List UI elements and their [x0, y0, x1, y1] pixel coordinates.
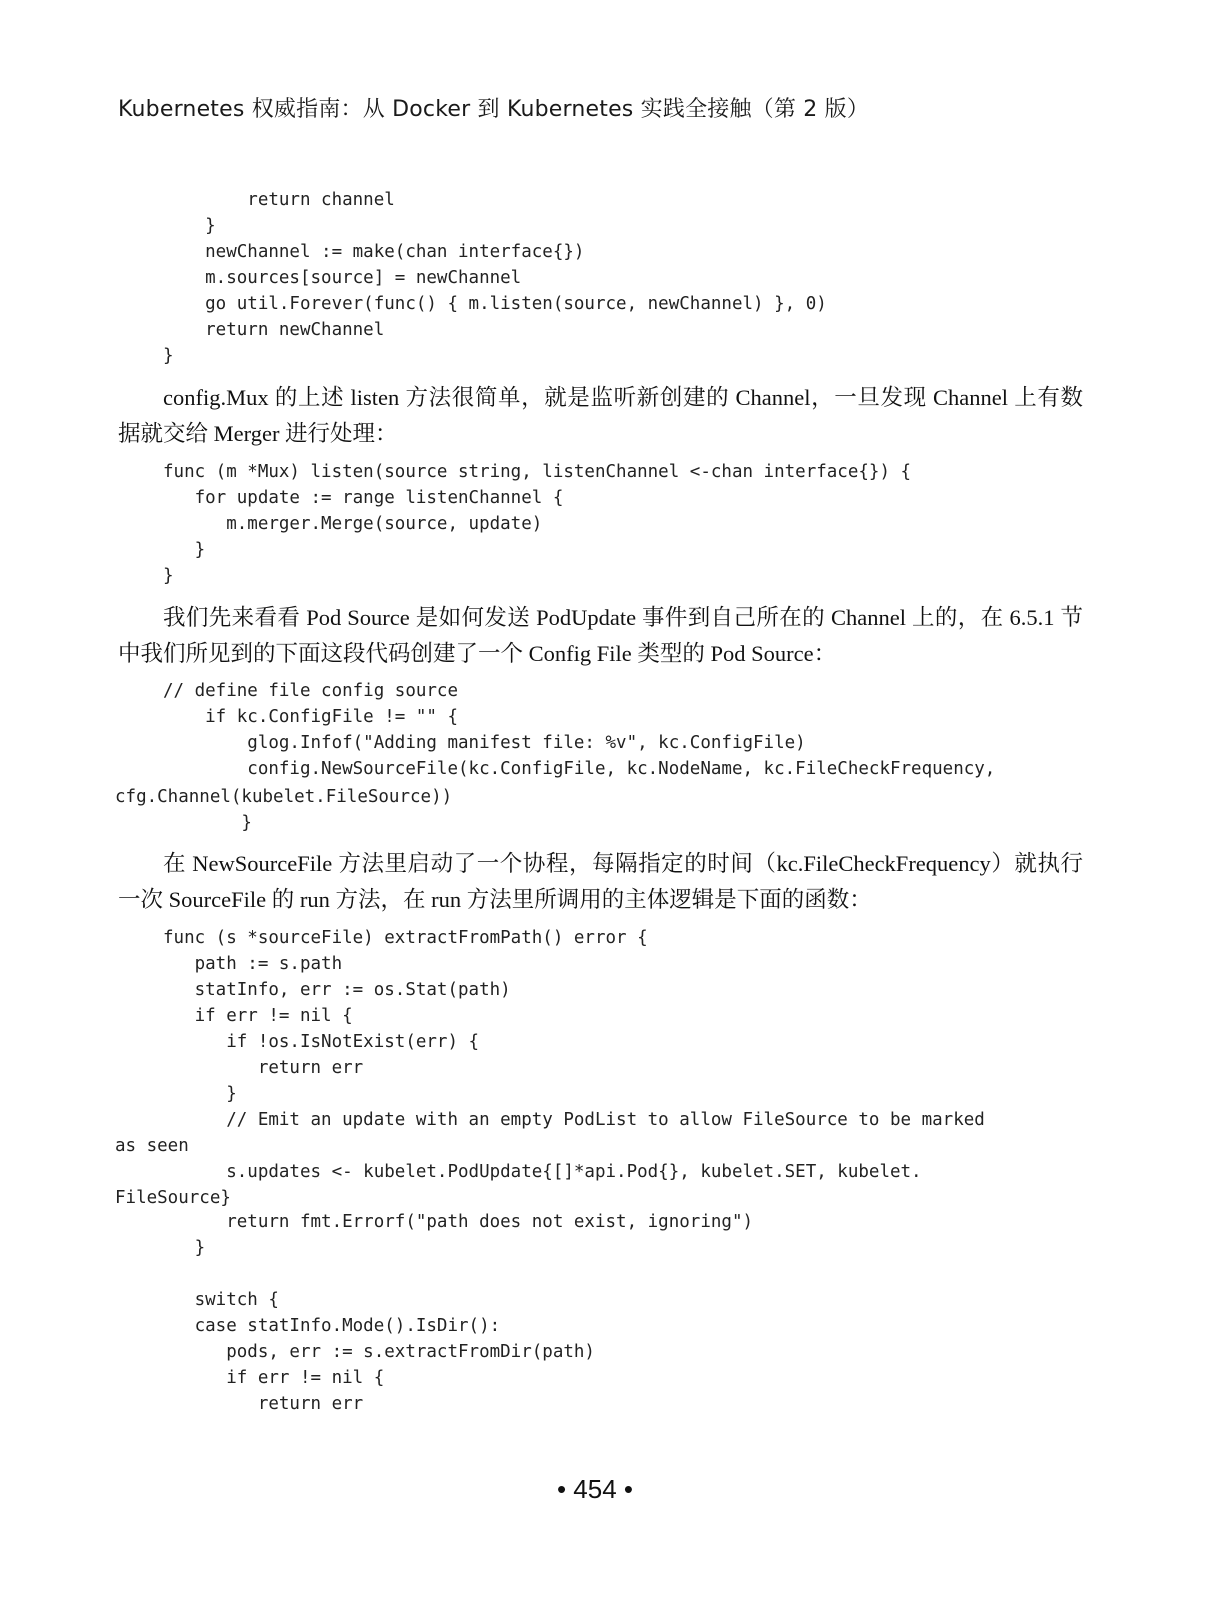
running-header: Kubernetes 权威指南：从 Docker 到 Kubernetes 实践全接触（第 2 版）	[118, 97, 870, 122]
code-block-config-file-source-wrap: cfg.Channel(kubelet.FileSource)) }	[115, 787, 453, 833]
code-block-mux-listen: func (m *Mux) listen(source string, listenChannel <-chan interface{}) { for update := range listenChannel { m.merger.Merge(source, update) } }	[163, 462, 912, 586]
code-block-get-source-channel: return channel } newChannel := make(chan interface{}) m.sources[source] = newChannel go util.Forever(func() { m.listen(source, newChannel) }, 0) return newChannel }	[163, 190, 827, 366]
code-block-extract-from-path-wrap2: FileSource}	[115, 1188, 231, 1208]
page-number: • 454 •	[556, 1474, 634, 1504]
paragraph-newsourcefile-description: 在 NewSourceFile 方法里启动了一个协程，每隔指定的时间（kc.FileCheckFrequency）就执行一次 SourceFile 的 run 方法，在 run 方法里所调用的主体逻辑是下面的函数：	[118, 851, 1083, 912]
code-block-extract-from-path: func (s *sourceFile) extractFromPath() error { path := s.path statInfo, err := os.Stat(path) if err != nil { if !os.IsNotExist(err) { return err } // Emit an update with an empty PodList to allow FileSource to be marked	[163, 928, 985, 1130]
code-block-config-file-source: // define file config source if kc.ConfigFile != "" { glog.Infof("Adding manifest file: %v", kc.ConfigFile) config.NewSourceFile(kc.ConfigFile, kc.NodeName, kc.FileCheckFrequency,	[163, 681, 996, 779]
paragraph-pod-source-intro: 我们先来看看 Pod Source 是如何发送 PodUpdate 事件到自己所在的 Channel 上的，在 6.5.1 节中我们所见到的下面这段代码创建了一个 Config File 类型的 Pod Source：	[118, 605, 1083, 666]
code-block-extract-from-path-update: s.updates <- kubelet.PodUpdate{[]*api.Pod{}, kubelet.SET, kubelet.	[163, 1162, 922, 1182]
code-block-extract-from-path-rest: return fmt.Errorf("path does not exist, ignoring") } switch { case statInfo.Mode().IsDir(): pods, err := s.extractFromDir(path) if err != nil { return err	[194, 1212, 754, 1414]
code-block-extract-from-path-wrap1: as seen	[115, 1136, 189, 1156]
paragraph-listen-description: config.Mux 的上述 listen 方法很简单，就是监听新创建的 Channel，一旦发现 Channel 上有数据就交给 Merger 进行处理：	[118, 385, 1083, 446]
